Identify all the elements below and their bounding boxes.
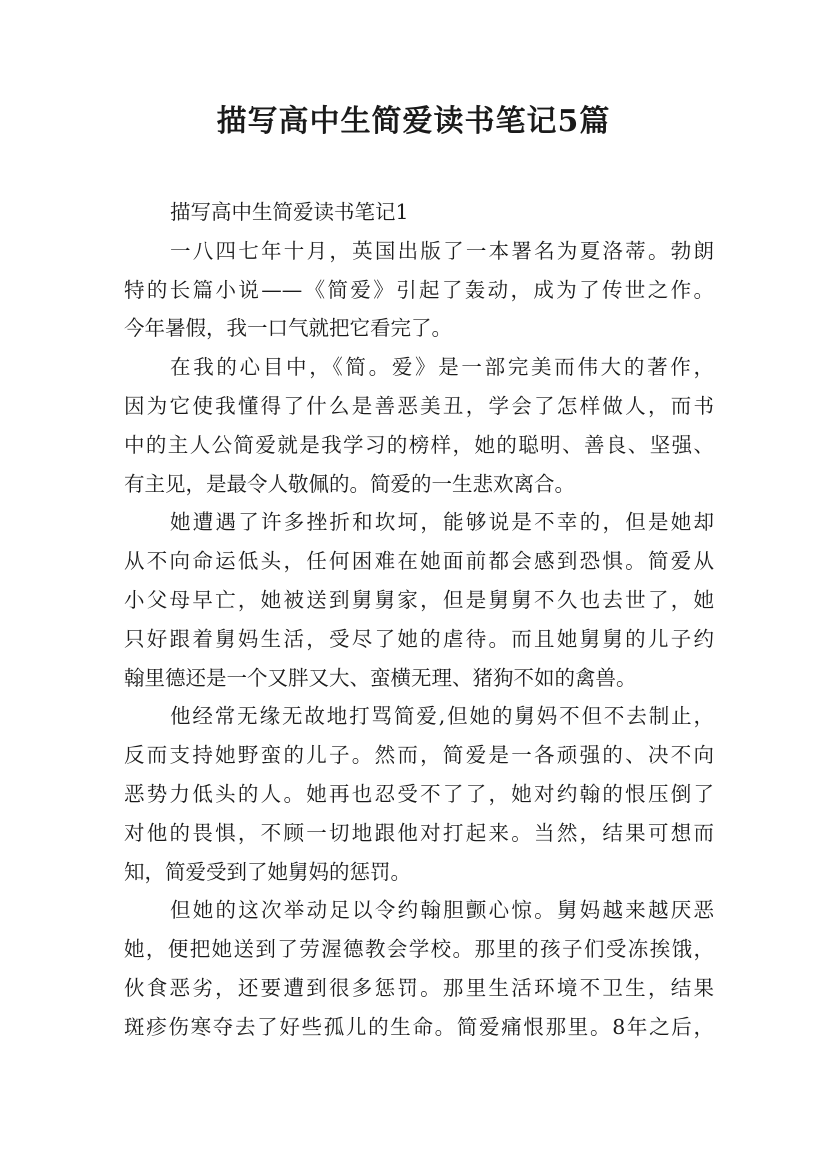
paragraph-line: 她，便把她送到了劳渥德教会学校。那里的孩子们受冻挨饿， xyxy=(124,937,714,962)
document-title: 描写高中生简爱读书笔记5篇 xyxy=(216,104,611,139)
paragraph-line: 知，简爱受到了她舅妈的惩罚。 xyxy=(124,859,411,884)
section-heading: 描写高中生简爱读书笔记1 xyxy=(170,200,409,224)
paragraph-line: 有主见，是最令人敬佩的。简爱的一生悲欢离合。 xyxy=(124,471,575,496)
paragraph-line: 他经常无缘无故地打骂简爱,但她的舅妈不但不去制止， xyxy=(170,704,714,729)
paragraph-line: 但她的这次举动足以令约翰胆颤心惊。舅妈越来越厌恶 xyxy=(170,898,714,923)
paragraph-line: 一八四七年十月，英国出版了一本署名为夏洛蒂。勃朗 xyxy=(170,238,714,263)
paragraph-line: 翰里德还是一个又胖又大、蛮横无理、猪狗不如的禽兽。 xyxy=(124,665,637,690)
paragraph-line: 因为它使我懂得了什么是善恶美丑，学会了怎样做人，而书 xyxy=(124,393,714,418)
paragraph-line: 小父母早亡，她被送到舅舅家，但是舅舅不久也去世了，她 xyxy=(124,587,714,612)
paragraph-line: 只好跟着舅妈生活，受尽了她的虐待。而且她舅舅的儿子约 xyxy=(124,626,714,651)
paragraph-line: 她遭遇了许多挫折和坎坷，能够说是不幸的，但是她却 xyxy=(170,510,714,535)
paragraph-line: 伙食恶劣，还要遭到很多惩罚。那里生活环境不卫生，结果 xyxy=(124,975,714,1000)
paragraph-line: 对他的畏惧，不顾一切地跟他对打起来。当然，结果可想而 xyxy=(124,820,714,845)
paragraph-line: 斑疹伤寒夺去了好些孤儿的生命。简爱痛恨那里。8年之后， xyxy=(124,1014,714,1039)
paragraph-line: 中的主人公简爱就是我学习的榜样，她的聪明、善良、坚强、 xyxy=(124,432,714,457)
paragraph-line: 从不向命运低头，任何困难在她面前都会感到恐惧。简爱从 xyxy=(124,549,714,574)
document-body xyxy=(124,193,714,1047)
paragraph-line: 在我的心目中，《简。爱》是一部完美而伟大的著作， xyxy=(170,355,714,380)
paragraph-line: 今年暑假，我一口气就把它看完了。 xyxy=(124,316,452,341)
paragraph-line: 反而支持她野蛮的儿子。然而，简爱是一各顽强的、决不向 xyxy=(124,743,714,768)
paragraph-line: 恶势力低头的人。她再也忍受不了了，她对约翰的恨压倒了 xyxy=(124,781,714,806)
paragraph-line: 特的长篇小说——《简爱》引起了轰动，成为了传世之作。 xyxy=(124,277,714,302)
